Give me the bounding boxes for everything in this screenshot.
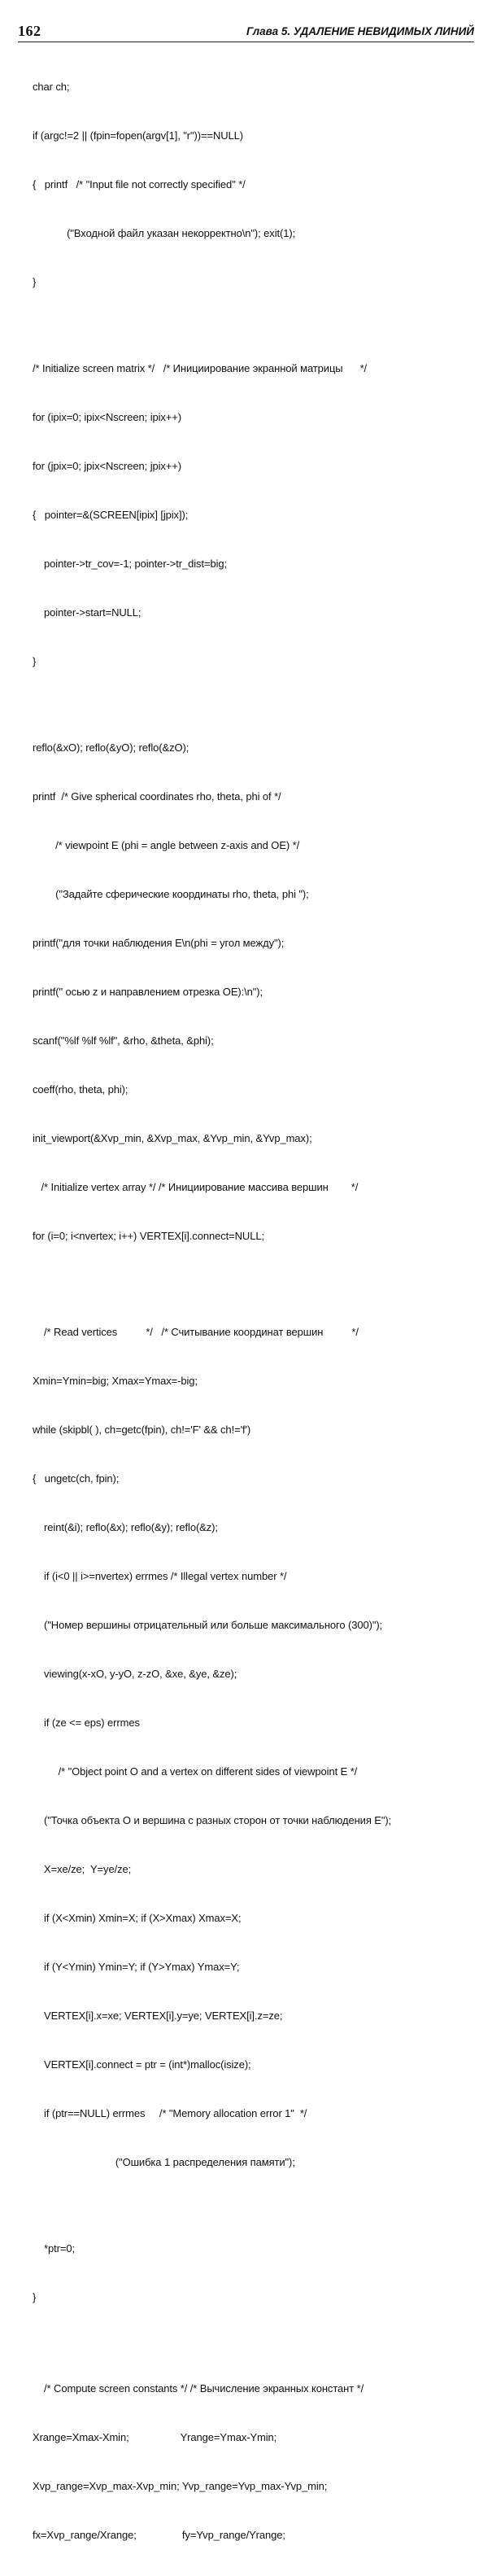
code-line: /* Initialize vertex array */ /* Инициирование массива вершин */	[33, 1181, 359, 1193]
code-line: coeff(rho, theta, phi);	[33, 1083, 128, 1096]
code-line: if (X<Xmin) Xmin=X; if (X>Xmax) Xmax=X;	[33, 1912, 242, 1924]
code-line: { printf /* "Input file not correctly specified" */	[33, 178, 246, 190]
code-line: viewing(x-xO, y-yO, z-zO, &xe, &ye, &ze);	[33, 1668, 237, 1680]
code-line: if (i<0 || i>=nvertex) errmes /* Illegal vertex number */	[33, 1570, 287, 1582]
code-line: ("Номер вершины отрицательный или больше максимального (300)");	[33, 1619, 383, 1631]
code-line: }	[33, 2291, 37, 2303]
code-line: pointer->start=NULL;	[33, 606, 142, 619]
code-line: fx=Xvp_range/Xrange; fy=Yvp_range/Yrange;	[33, 2529, 285, 2541]
code-line: for (ipix=0; ipix<Nscreen; ipix++)	[33, 411, 182, 423]
code-line: VERTEX[i].connect = ptr = (int*)malloc(isize);	[33, 2058, 251, 2071]
code-line: char ch;	[33, 81, 70, 93]
code-line: { ungetc(ch, fpin);	[33, 1472, 120, 1485]
code-line: /* Compute screen constants */ /* Вычисление экранных констант */	[33, 2382, 364, 2394]
code-line: printf("для точки наблюдения E\n(phi = угол между");	[33, 937, 285, 949]
code-line: X=xe/ze; Y=ye/ze;	[33, 1863, 132, 1875]
code-line: if (ptr==NULL) errmes /* "Memory allocation error 1" */	[33, 2107, 307, 2119]
code-line: reint(&i); reflo(&x); reflo(&y); reflo(&z);	[33, 1521, 218, 1533]
code-line: }	[33, 276, 37, 288]
code-line: /* viewpoint E (phi = angle between z-axis and OE) */	[33, 839, 300, 851]
code-line: *ptr=0;	[33, 2242, 76, 2255]
code-line: }	[33, 655, 37, 667]
code-line: for (jpix=0; jpix<Nscreen; jpix++)	[33, 460, 182, 472]
code-line: /* "Object point O and a vertex on different sides of viewpoint E */	[33, 1765, 358, 1778]
code-line: printf(" осью z и направлением отрезка OE):\n");	[33, 986, 263, 998]
running-head: Глава 5. УДАЛЕНИЕ НЕВИДИМЫХ ЛИНИЙ	[246, 25, 474, 37]
code-line: /* Read vertices */ /* Считывание координат вершин */	[33, 1326, 359, 1338]
code-line: scanf("%lf %lf %lf", &rho, &theta, &phi);	[33, 1034, 214, 1047]
code-line: ("Точка объекта O и вершина с разных сторон от точки наблюдения E");	[33, 1814, 392, 1826]
code-line: Xvp_range=Xvp_max-Xvp_min; Yvp_range=Yvp_max-Yvp_min;	[33, 2480, 328, 2492]
code-line: printf /* Give spherical coordinates rho, theta, phi of */	[33, 790, 281, 803]
code-line: if (argc!=2 || (fpin=fopen(argv[1], "r"))==NULL)	[33, 129, 244, 142]
code-line: Xmin=Ymin=big; Xmax=Ymax=-big;	[33, 1375, 198, 1387]
code-line: for (i=0; i<nvertex; i++) VERTEX[i].connect=NULL;	[33, 1230, 264, 1242]
code-line: if (Y<Ymin) Ymin=Y; if (Y>Ymax) Ymax=Y;	[33, 1961, 240, 1973]
code-line: ("Входной файл указан некорректно\n"); exit(1);	[33, 227, 296, 239]
code-listing	[33, 46, 488, 2576]
code-line: ("Задайте сферические координаты rho, theta, phi ");	[33, 888, 309, 900]
code-line: Xrange=Xmax-Xmin; Yrange=Ymax-Ymin;	[33, 2431, 277, 2443]
code-line: reflo(&xO); reflo(&yO); reflo(&zO);	[33, 741, 189, 754]
code-line: ("Ошибка 1 распределения памяти");	[33, 2156, 295, 2168]
code-line: while (skipbl( ), ch=getc(fpin), ch!='F' && ch!='f')	[33, 1424, 251, 1436]
page-number: 162	[18, 23, 41, 39]
code-line: { pointer=&(SCREEN[ipix] [jpix]);	[33, 509, 189, 521]
code-line: init_viewport(&Xvp_min, &Xvp_max, &Yvp_min, &Yvp_max);	[33, 1132, 312, 1144]
code-line: /* Initialize screen matrix */ /* Инициирование экранной матрицы */	[33, 362, 368, 374]
code-line: VERTEX[i].x=xe; VERTEX[i].y=ye; VERTEX[i].z=ze;	[33, 2010, 283, 2022]
code-line: pointer->tr_cov=-1; pointer->tr_dist=big;	[33, 558, 228, 570]
code-line: if (ze <= eps) errmes	[33, 1717, 140, 1729]
page-header	[18, 21, 474, 42]
